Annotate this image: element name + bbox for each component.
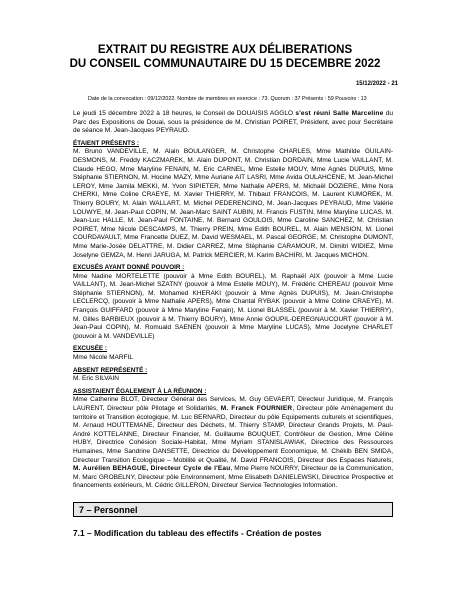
document-title-line1: EXTRAIT DU REGISTRE AUX DÉLIBERATIONS <box>97 44 353 56</box>
assistaient-text-b: , Directeur pôle Aménagement du territoire et Transition écologique, M. Luc BERNARD, Directeur du pôle Equipements culturels et scientifiques, M. Arnaud HOUTTEMANE, Directeur des Déchets, M. Thierry STAMP, Directeur Grands Projets, M. Paul-André KOTTELANNE, Directeur Financier, M. Guillaume BOUQUET, Contrôleur de Gestion, Mme Céline HUBY, Directrice Cohésion Sociale-Habitat, Mme Myriam STANISLAWIAK, Directrice des Ressources Humaines, Mme Sandrine DANSETTE, Directrice du Développement Economique, M. Chékib BEN SMIDA, Directeur Transition Ecologique – Mobilité et Qualité, M. David FRANCOIS, Directeur des Espaces Naturels, <box>73 405 393 464</box>
presents-list: M. Bruno VANDEVILLE, M. Alain BOULANGER, M. Christophe CHARLES, Mme Mathilde GUILAIN-DESMONS, M. Freddy KACZMAREK, M. Alain DUPONT, M. Christian DORDAIN, Mme Lucie VAILLANT, M. Claude HEGO, Mme Maryline FENAIN, M. Eric CARNEL, Mme Estelle MOUY, Mme Agnès DUPUIS, Mme Stéphanie STIERNON, M. Hocine MAZY, Mme Auriane AIT LASRI, Mme Avida OULAHCENE, M. Jean-Michel LEROY, Mme Jamila MEKKI, M. Yvon SIPIETER, Mme Nathalie APERS, M. Michaël DOZIERE, Mme Nora CHERKI, Mme Coline CRAEYE, M. Xavier THIERRY, M. Thibaut FRANCOIS, M. Laurent KUMOREK, M. Thierry BOURY, M. Alain WALLART, M. Michel PEDERENCINO, M. Jean-Jacques PEYRAUD, Mme Valérie LOUWYE, M. Jean-Paul COPIN, M. Jean-Marc SAINT AUBIN, M. Francis FUSTIN, Mme Maryline LUCAS, M. Jean-Luc HALLE, M. Jean-Paul FONTAINE, M. Bernard GOULOIS, Mme Caroline SANCHEZ, M. Christian POIRET, Mme Nicole DESCAMPS, M. Thierry PREIN, Mme Edith BOUREL, M. Alain MENSION, M. Lionel COURDAVAULT, Mme Francette DUEZ, M. David WESMAEL, M. Pascal GEORGE, M. Christophe DUMONT, Mme Marie-Josée DELATTRE, M. Didier CARREZ, Mme Stéphanie CARAMOUR, M. Dimitri WIDIEZ, Mme Joselyne GEMZA, M. Henri JARUGA, M. Patrick MERCIER, M. Karim BACHIRI, M. Jacques MICHON. <box>73 148 393 259</box>
excuse-list: Mme Nicole MARFIL <box>73 354 133 362</box>
intro-text-rest: du Parc des Expositions de Douai, sous la présidence de M. Christian POIRET, Président, avec pour Secrétaire de séance M. Jean-Jacques PEYRAUD. <box>73 110 393 135</box>
intro-text: Le jeudi 15 décembre 2022 à 18 heures, le Conseil de DOUAISIS AGGLO <box>73 110 296 117</box>
absent-heading: ABSENT REPRÉSENTÉ : <box>73 366 148 374</box>
section-bar <box>73 502 393 517</box>
convocation-info: Date de la convocation : 09/12/2022. Nombre de membres en exercice : 73. Quorum : 37 Présents : 59 Pouvoirs : 13 <box>88 96 367 102</box>
assistaient-heading: ASSISTAIENT ÉGALEMENT À LA RÉUNION : <box>73 387 207 395</box>
excuse-heading: EXCUSÉE : <box>73 345 107 353</box>
intro-bold-text: s'est réuni Salle Marceline <box>295 110 384 117</box>
excuses-pouvoir-heading: EXCUSÉS AYANT DONNÉ POUVOIR : <box>73 264 185 272</box>
absent-list: M. Eric SILVAIN <box>73 375 119 383</box>
section-title: 7 – Personnel <box>79 505 138 515</box>
assistaient-bold-b: M. Aurélien BEHAGUE, Directeur Cycle de l'Eau <box>73 465 231 473</box>
assistaient-text-c: , Mme Pierre NOURRY, Directeur de la Communication, M. Marc GROBELNY, Directeur pôle Environnement, Mme Elisabeth DANIELEWSKI, Directrice Prospective et financements extérieurs, M. Cédric GILLERON, Directeur Service Technologies Information. <box>73 465 393 490</box>
presents-heading: ÉTAIENT PRÉSENTS : <box>73 139 140 147</box>
subsection-title: 7.1 – Modification du tableau des effectifs - Création de postes <box>73 528 322 538</box>
intro-paragraph <box>73 110 393 136</box>
assistaient-list <box>73 396 393 491</box>
document-title-line2: DU CONSEIL COMMUNAUTAIRE DU 15 DECEMBRE 2022 <box>69 58 381 70</box>
assistaient-text-a: Mme Catherine BLOT, Directeur Général des Services, M. Guy GEVAERT, Directeur Juridique, M. François LAURENT, Directeur pôle Pilotage et Solidarités, <box>73 396 393 412</box>
deliberation-reference: 15/12/2022 - 21 <box>355 81 398 87</box>
assistaient-bold-a: M. Franck FOURNIER <box>220 405 293 412</box>
deliberation-body <box>73 110 393 495</box>
excuses-pouvoir-list: Mme Nadine MORTELETTE (pouvoir à Mme Edith BOUREL), M. Raphaël AIX (pouvoir à Mme Lucie VAILLANT), M. Jean-Michel SZATNY (pouvoir à Mme Estelle MOUY), M. Frédéric CHEREAU (pouvoir Mme Stéphanie STIERNON), M. Mohamed KHERAKI (pouvoir à Mme Agnès DUPUIS), M. Jean-Christophe LECLERCQ, (pouvoir à Mme Nathalie APERS), Mme Chantal RYBAK (pouvoir à Mme Coline CRAEYE), M. François GUIFFARD (pouvoir à Mme Maryline Fenain), M. Lionel BLASSEL (pouvoir à M. Xavier THIERRY), M. Gilles BARBIEUX (pouvoir à M. Thierry BOURY), Mme Annie GOUPIL-DEREGNAUCOURT (pouvoir à M. Jean-Paul COPIN), M. Romuald SAENEN (pouvoir à Mme Maryline LUCAS), Mme Jocelyne CHARLET (pouvoir à M. VANDEVILLE) <box>73 272 393 340</box>
